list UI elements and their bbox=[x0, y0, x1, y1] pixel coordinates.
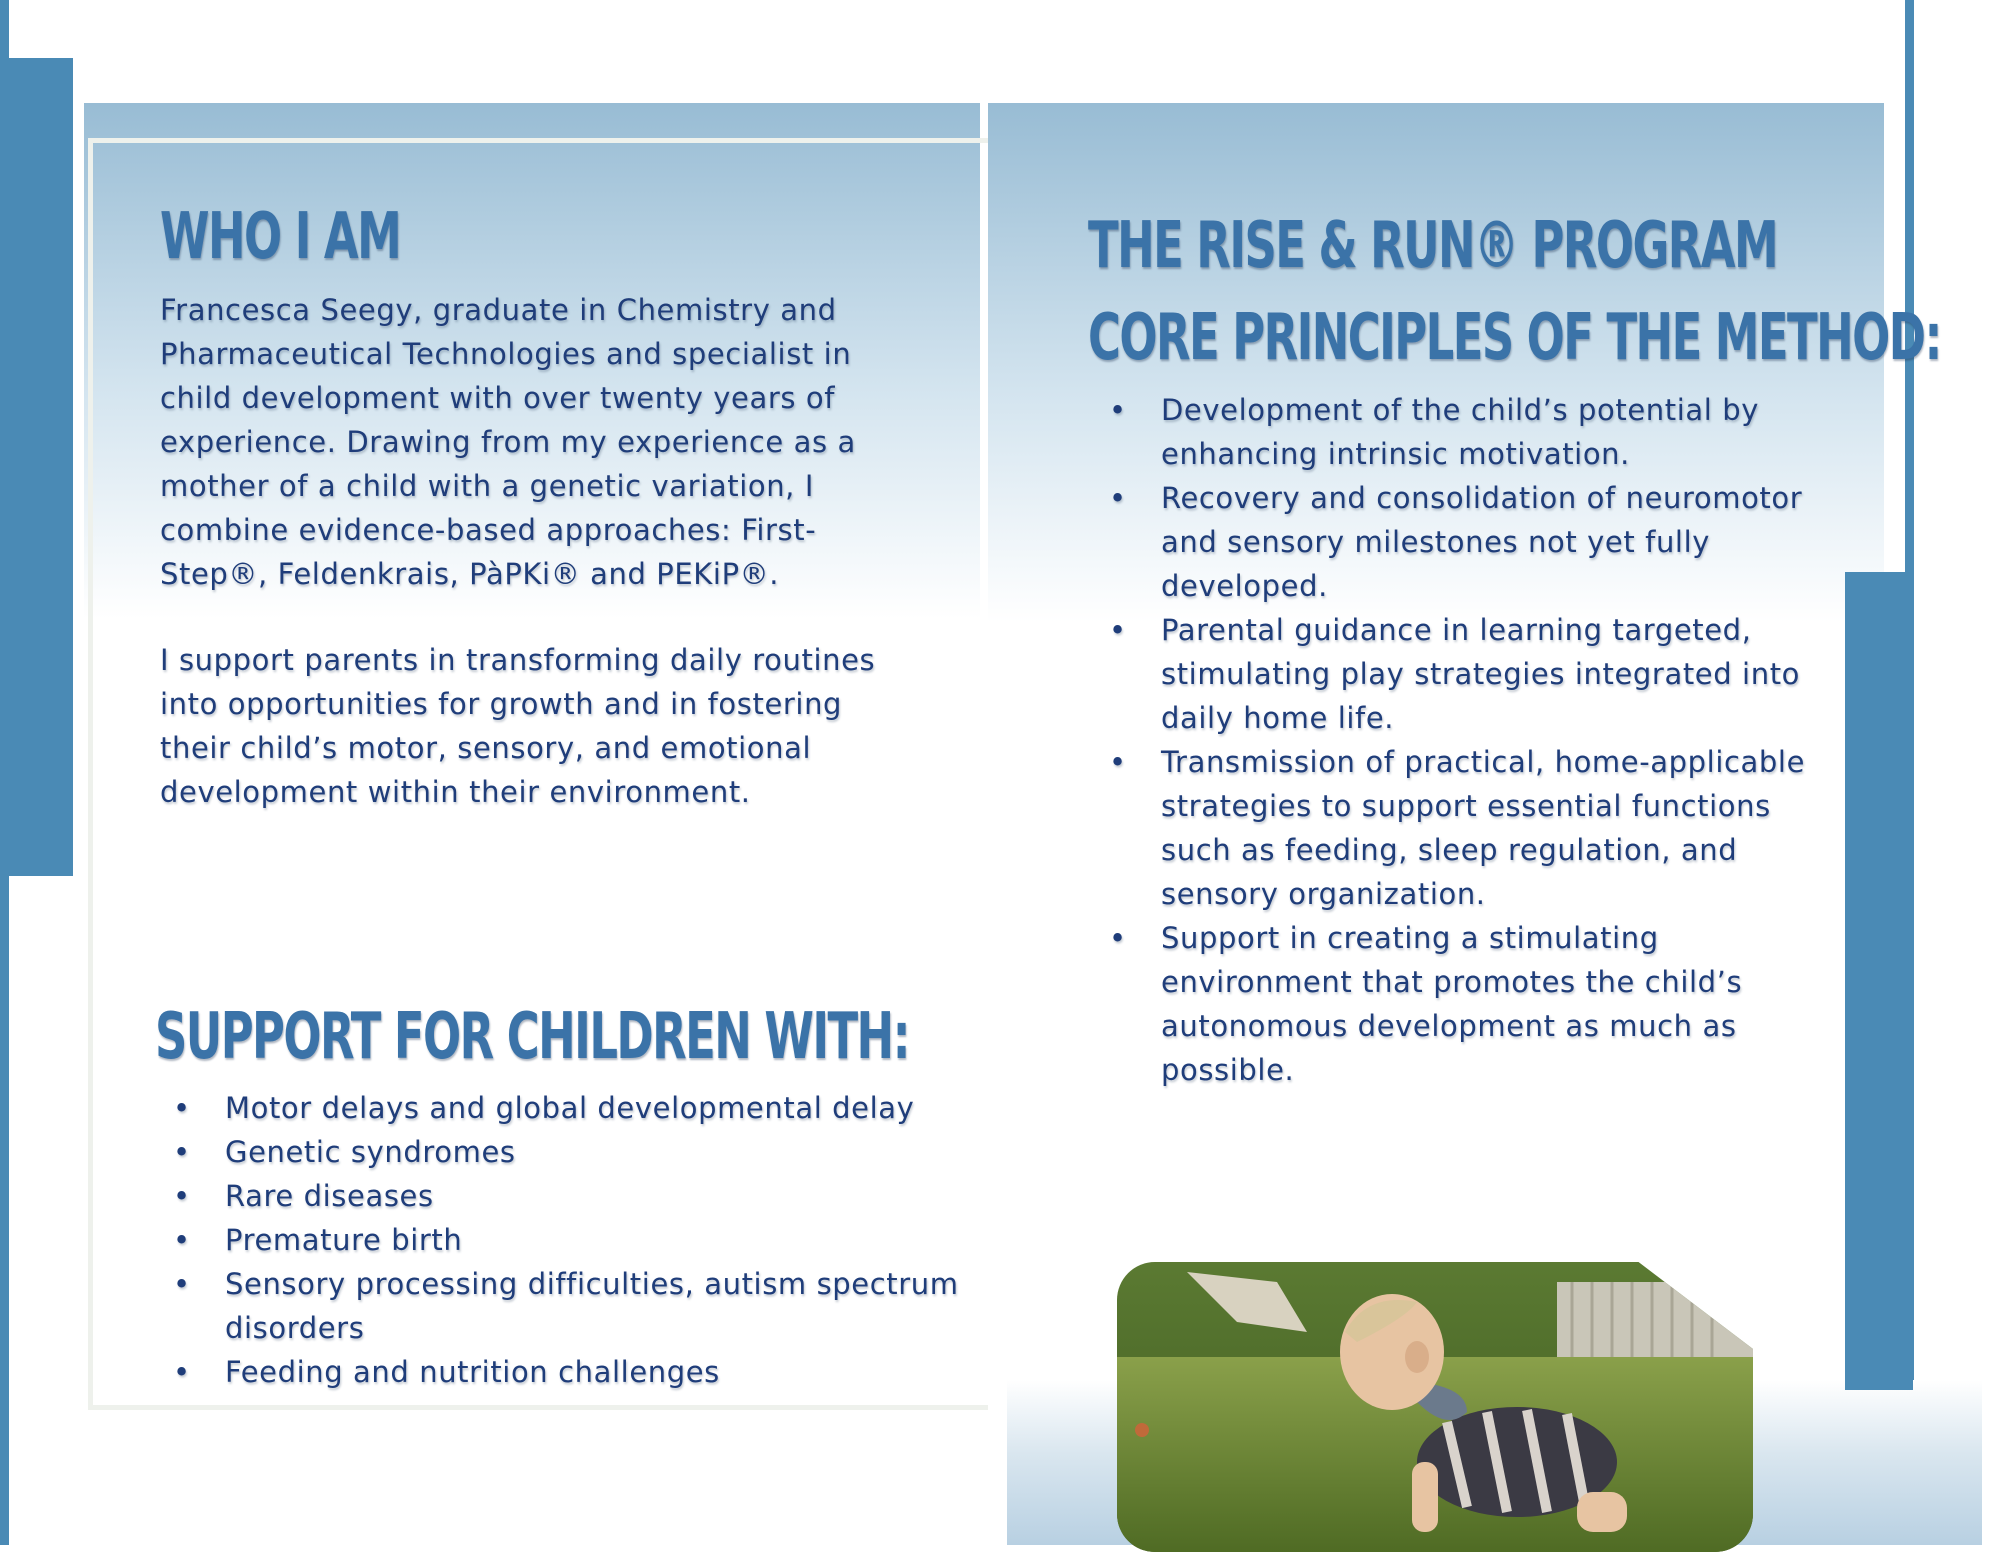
support-list bbox=[173, 1086, 973, 1394]
bullet-icon: • bbox=[1109, 745, 1127, 779]
bullet-icon: • bbox=[1109, 393, 1127, 427]
program-title-line-2: CORE PRINCIPLES OF THE METHOD: bbox=[1088, 301, 1941, 375]
list-item: • Rare diseases bbox=[173, 1174, 973, 1218]
bullet-icon: • bbox=[173, 1267, 191, 1301]
list-item: • Genetic syndromes bbox=[173, 1130, 973, 1174]
list-item: • Recovery and consolidation of neuromotor and sensory milestones not yet fully developed. bbox=[1109, 476, 1839, 608]
list-item: • Motor delays and global developmental delay bbox=[173, 1086, 973, 1130]
program-title bbox=[1088, 200, 1941, 384]
bullet-icon: • bbox=[1109, 921, 1127, 955]
bullet-icon: • bbox=[173, 1355, 191, 1389]
bullet-icon: • bbox=[1109, 613, 1127, 647]
right-accent-bar bbox=[1845, 572, 1913, 1390]
list-item: • Feeding and nutrition challenges bbox=[173, 1350, 973, 1394]
list-item: • Transmission of practical, home-applicable strategies to support essential functions such as feeding, sleep regulation, and sensory organization. bbox=[1109, 740, 1839, 916]
bullet-icon: • bbox=[173, 1223, 191, 1257]
left-accent-bar bbox=[0, 58, 73, 876]
program-title-line-1: THE RISE & RUN® PROGRAM bbox=[1088, 209, 1778, 283]
principles-list bbox=[1109, 388, 1839, 1092]
who-i-am-paragraph-2: I support parents in transforming daily routines into opportunities for growth and in fostering their child’s motor, sensory, and emotional development within their environment. bbox=[160, 643, 876, 809]
crawling-baby-photo bbox=[1117, 1262, 1753, 1552]
list-item: • Premature birth bbox=[173, 1218, 973, 1262]
list-item: • Support in creating a stimulating environment that promotes the child’s autonomous development as much as possible. bbox=[1109, 916, 1839, 1092]
who-i-am-paragraph-1: Francesca Seegy, graduate in Chemistry and Pharmaceutical Technologies and specialist in child development with over twenty years of experience. Drawing from my experience as a mother of a child with a genetic variation, I combine evidence-based approaches: First-Step®, Feldenkrais, PàPKi® and PEKiP®. bbox=[160, 293, 856, 591]
photo-illustration bbox=[1117, 1262, 1753, 1552]
bullet-icon: • bbox=[173, 1091, 191, 1125]
list-item: • Development of the child’s potential by enhancing intrinsic motivation. bbox=[1109, 388, 1839, 476]
bullet-icon: • bbox=[173, 1179, 191, 1213]
support-title: SUPPORT FOR CHILDREN WITH: bbox=[155, 1000, 909, 1074]
bullet-icon: • bbox=[1109, 481, 1127, 515]
list-item: • Sensory processing difficulties, autism spectrum disorders bbox=[173, 1262, 973, 1350]
list-item: • Parental guidance in learning targeted, stimulating play strategies integrated into daily home life. bbox=[1109, 608, 1839, 740]
bullet-icon: • bbox=[173, 1135, 191, 1169]
who-i-am-title: WHO I AM bbox=[160, 200, 401, 274]
